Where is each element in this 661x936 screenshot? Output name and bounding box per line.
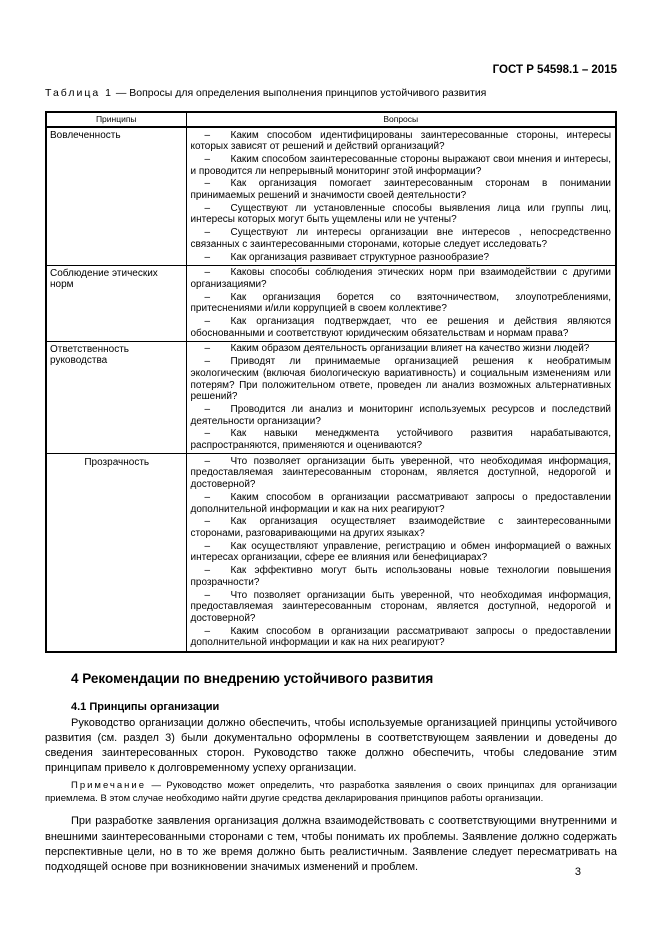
column-header-principles: Принципы xyxy=(46,112,186,127)
question-item xyxy=(191,491,612,515)
dash-marker: – xyxy=(204,267,211,279)
dash-marker: – xyxy=(204,428,211,440)
question-item xyxy=(191,129,612,153)
dash-marker: – xyxy=(204,540,211,552)
question-item xyxy=(191,589,612,625)
question-text: Каким способом заинтересованные стороны выражают свои мнения и интересы, и проводится ли непрерывный мониторинг этой информации? xyxy=(190,153,611,177)
table-caption-label: Таблица 1 xyxy=(45,87,113,99)
question-item xyxy=(191,202,612,226)
dash-marker: – xyxy=(204,202,211,214)
question-text: Что позволяет организации быть уверенной, что необходимая информация, предоставляемая заинтересованным сторонам, является доступной, недорогой и достоверной? xyxy=(190,589,611,624)
question-text: Существуют ли установленные способы выявления лица или группы лиц, интересы которых могут быть ущемлены или не учтены? xyxy=(190,202,611,226)
question-item xyxy=(191,316,612,340)
question-item xyxy=(191,565,612,589)
question-item xyxy=(191,516,612,540)
doc-number: ГОСТ Р 54598.1 – 2015 xyxy=(492,64,617,76)
page-number: 3 xyxy=(574,866,581,878)
dash-marker: – xyxy=(204,625,211,637)
question-item xyxy=(191,291,612,315)
question-item xyxy=(191,227,612,251)
table-row xyxy=(46,454,616,652)
paragraph: При разработке заявления организация должна взаимодействовать с соответствующими внутренними и внешними заинтересованными сторонами с тем, чтобы понимать их проблемы. Заявление должно содержать перспективные цели, но в то же время должно быть реалистичным. Заявление следует пересматривать на подходящей основе при возникновении значимых изменений и проблем. xyxy=(45,815,617,874)
table-row xyxy=(46,341,616,453)
question-item xyxy=(191,428,612,452)
question-item xyxy=(191,251,612,264)
table-caption xyxy=(45,87,617,100)
column-header-questions: Вопросы xyxy=(186,112,616,127)
question-text: Что позволяет организации быть уверенной, что необходимая информация, предоставляемая заинтересованным сторонам, является доступной, недорогой и достоверной? xyxy=(190,455,611,491)
question-text: Каким способом в организации рассматривают запросы о предоставлении дополнительной информации и как на них реагируют? xyxy=(190,625,611,649)
question-text: Как эффективно могут быть использованы новые технологии повышения прозрачности? xyxy=(190,565,611,588)
note-label: Примечание xyxy=(71,779,146,791)
questions-cell xyxy=(186,454,616,652)
dash-marker: – xyxy=(204,251,211,263)
question-item xyxy=(191,343,612,356)
dash-marker: – xyxy=(204,516,211,528)
subsection-heading: 4.1 Принципы организации xyxy=(71,700,220,713)
question-text: Проводится ли анализ и мониторинг используемых ресурсов и последствий деятельности организации? xyxy=(190,403,611,427)
dash-marker: – xyxy=(204,129,211,141)
question-text: Как организация подтверждает, что ее решения и действия являются обоснованными и соответствуют юридическим обязательствам и нормам права? xyxy=(190,316,611,339)
question-item xyxy=(191,356,612,404)
dash-marker: – xyxy=(204,153,211,165)
dash-marker: – xyxy=(204,227,211,239)
question-text: Каким образом деятельность организации влияет на качество жизни людей? xyxy=(230,343,590,355)
paragraph: Руководство организации должно обеспечить, чтобы используемые организацией принципы устойчивого развития (см. раздел 3) были документально оформлены в соответствующем заявлении и доведены до сведения заинтересованных сторон. Руководство также должно обеспечить, чтобы следование этим принципам привело к долговременному успеху организации. xyxy=(45,716,617,775)
question-item xyxy=(191,540,612,564)
question-item xyxy=(191,178,612,202)
questions-cell xyxy=(186,265,616,341)
dash-marker: – xyxy=(204,589,211,601)
dash-marker: – xyxy=(204,455,211,467)
principles-questions-table xyxy=(45,111,617,653)
dash-marker: – xyxy=(204,316,211,328)
question-text: Как организация борется со взяточничеством, злоупотреблениями, притеснениями и/или коррупцией в своем коллективе? xyxy=(190,291,611,315)
dash-marker: – xyxy=(204,565,211,577)
question-item xyxy=(191,267,612,291)
question-item xyxy=(191,455,612,491)
dash-marker: – xyxy=(204,491,211,503)
question-text: Каким способом идентифицированы заинтересованные стороны, интересы которых зависят от решений и действий организаций? xyxy=(190,129,611,153)
question-item xyxy=(191,153,612,177)
table-row xyxy=(46,127,616,265)
question-item xyxy=(191,403,612,427)
dash-marker: – xyxy=(204,403,211,415)
note-paragraph xyxy=(45,780,617,806)
principle-cell: Прозрачность xyxy=(46,454,186,652)
table-row xyxy=(46,265,616,341)
dash-marker: – xyxy=(204,291,211,303)
principle-cell: Соблюдение этических норм xyxy=(46,265,186,341)
section-heading: 4 Рекомендации по внедрению устойчивого развития xyxy=(71,670,434,686)
question-text: Как организация развивает структурное разнообразие? xyxy=(230,251,490,263)
dash-marker: – xyxy=(204,178,211,190)
dash-marker: – xyxy=(204,343,211,355)
question-text: Как организация осуществляет взаимодействие с заинтересованными сторонами, разговаривающими на других языках? xyxy=(190,516,611,539)
table-header-row xyxy=(46,112,616,127)
questions-cell xyxy=(186,341,616,453)
dash-marker: – xyxy=(204,356,211,368)
question-text: Каковы способы соблюдения этических норм при взаимодействии с другими организациями? xyxy=(190,267,611,290)
note-text: — Руководство может определить, что разработка заявления о своих принципах для организации приемлема. В этом случае необходимо найти другие средства декларирования принципов работы организации. xyxy=(45,779,617,804)
principle-cell: Вовлеченность xyxy=(46,127,186,265)
question-text: Как осуществляют управление, регистрацию и обмен информацией о важных интересах организации, сфере ее влияния или бенефициарах? xyxy=(190,540,611,564)
questions-cell xyxy=(186,127,616,265)
question-text: Как навыки менеджмента устойчивого развития нарабатываются, распространяются, применяются и оцениваются? xyxy=(190,428,611,452)
question-text: Существуют ли интересы организации вне интересов , непосредственно связанных с заинтересованными сторонами, которые следует исследовать? xyxy=(190,227,611,250)
question-text: Каким способом в организации рассматривают запросы о предоставлении дополнительной информации и как на них реагируют? xyxy=(190,491,611,515)
table-caption-text: — Вопросы для определения выполнения принципов устойчивого развития xyxy=(115,87,487,99)
question-item xyxy=(191,625,612,649)
question-text: Приводят ли принимаемые организацией решения к необратимым экологическим (включая биологическую вариативность) и социальным изменениям или потерям? При положительном ответе, проведен ли анализ возможных альтернативных решений? xyxy=(190,356,611,403)
question-text: Как организация помогает заинтересованным сторонам в понимании принимаемых решений и значимости своей деятельности? xyxy=(190,178,611,202)
principle-cell: Ответственность руководства xyxy=(46,341,186,453)
